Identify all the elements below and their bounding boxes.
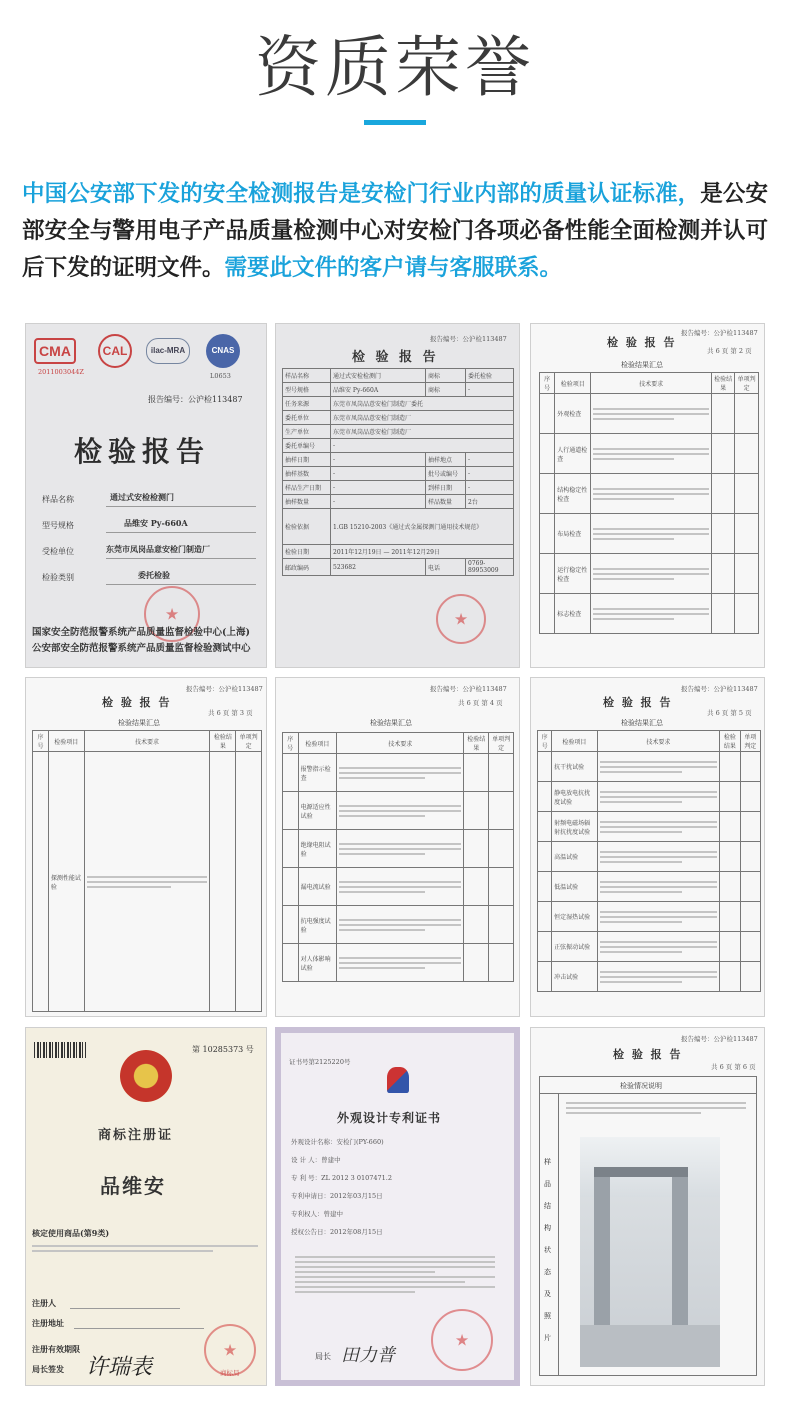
summary-page-4[interactable] <box>275 677 520 1017</box>
trademark-director-label: 局长签发 <box>32 1364 64 1374</box>
page1-row: 委托单编号 - <box>283 439 514 453</box>
trademark-cert-no: 第 10285373 号 <box>192 1045 254 1054</box>
trademark-heading: 商标注册证 <box>98 1128 174 1143</box>
summary-item: 对人体影响试验 <box>298 944 337 982</box>
summary-col-header: 检验项目 <box>298 733 337 754</box>
summary-header-row <box>283 733 514 754</box>
trademark-address-label: 注册地址 <box>32 1318 64 1328</box>
patent-field: 外观设计名称：安检门(PY-660) <box>291 1138 384 1146</box>
patent-field: 专利申请日：2012年03月15日 <box>291 1192 383 1200</box>
photo-frame <box>539 1076 757 1376</box>
patent-fields <box>291 1137 491 1245</box>
summary-col-header: 技术要求 <box>337 733 464 754</box>
trademark-registrant-label: 注册人 <box>32 1298 56 1308</box>
summary-col-header: 技术要求 <box>597 731 720 752</box>
summary-page-2[interactable] <box>530 323 765 668</box>
summary-row <box>538 752 761 782</box>
cma-logo: CMA <box>34 338 76 364</box>
cma-code: 2011003044Z <box>38 368 84 376</box>
summary-row <box>283 868 514 906</box>
summary-item: 人行通道检查 <box>555 434 591 474</box>
summary-item: 结构稳定性检查 <box>555 474 591 514</box>
cover-report-no: 报告编号：公沪检113487 <box>148 395 243 404</box>
summary-item: 电源适应性试验 <box>298 792 337 830</box>
summary-header-row <box>33 731 262 752</box>
photo-desc-lines <box>566 1099 746 1117</box>
photo-divider <box>540 1093 756 1094</box>
summary-item: 高温试验 <box>552 842 597 872</box>
summary-row <box>540 394 759 434</box>
summary-row <box>538 872 761 902</box>
page1-row: 委托单位 东莞市凤岗品意安检门制造厂 <box>283 411 514 425</box>
title-underline <box>364 120 426 125</box>
sp5-report-no: 报告编号：公沪检113487 <box>681 685 758 693</box>
summary-item: 探测性能试验 <box>48 752 84 1012</box>
cover-field-value-1: 通过式安检检测门 <box>110 492 174 502</box>
page1-report-no: 报告编号：公沪检113487 <box>430 335 507 343</box>
page1-heading: 检 验 报 告 <box>352 350 439 365</box>
side-label-char: 样 <box>544 1158 551 1166</box>
patent-field: 专利权人：曾建中 <box>291 1210 343 1218</box>
page1-row: 样品名称 通过式安检检测门 商标 委托检验 <box>283 369 514 383</box>
patent-field: 专 利 号：ZL 2012 3 0107471.2 <box>291 1174 392 1182</box>
summary-row <box>540 474 759 514</box>
summary-page-5[interactable] <box>530 677 765 1017</box>
photo-report-no: 报告编号：公沪检113487 <box>681 1035 758 1043</box>
sp4-page: 共 6 页 第 4 页 <box>458 699 503 707</box>
summary-item: 绝缘电阻试验 <box>298 830 337 868</box>
side-label-char: 结 <box>544 1202 551 1210</box>
summary-col-header: 检验结果 <box>711 373 735 394</box>
summary-row <box>33 752 262 1012</box>
cover-field-label-2: 型号规格 <box>42 521 74 530</box>
patent-body-lines <box>295 1253 495 1296</box>
cover-heading: 检验报告 <box>74 435 211 468</box>
trademark-class-label: 核定使用商品(第9类) <box>32 1228 110 1238</box>
summary-row <box>538 932 761 962</box>
side-label-char: 状 <box>544 1246 551 1254</box>
summary-col-header: 单项判定 <box>735 373 759 394</box>
summary-row <box>283 906 514 944</box>
photo-side-label <box>544 1157 554 1355</box>
cover-field-value-3: 东莞市凤岗品意安检门制造厂 <box>106 544 210 554</box>
cover-field-label-4: 检验类别 <box>42 573 74 582</box>
summary-item: 漏电流试验 <box>298 868 337 906</box>
summary-row <box>538 962 761 992</box>
sp2-report-no: 报告编号：公沪检113487 <box>681 329 758 337</box>
sp3-title: 检 验 报 告 <box>102 696 172 709</box>
photo-page-no: 共 6 页 第 6 页 <box>711 1063 756 1071</box>
summary-row <box>538 902 761 932</box>
summary-col-header: 单项判定 <box>236 731 262 752</box>
summary-col-header: 序号 <box>538 731 552 752</box>
side-label-char: 态 <box>544 1268 551 1276</box>
summary-item: 抗电强度试验 <box>298 906 337 944</box>
page1-row: 检验依据 1.GB 15210-2003《通过式金属探测门通用技术规范》 <box>283 509 514 545</box>
intro-highlight-2: 需要此文件的客户请与客服联系。 <box>224 255 563 281</box>
trademark-brand: 品维安 <box>100 1174 166 1198</box>
summary-row <box>283 792 514 830</box>
security-gate-photo <box>580 1137 720 1367</box>
patent-field: 授权公告日：2012年08月15日 <box>291 1228 383 1236</box>
side-label-char: 构 <box>544 1224 551 1232</box>
page1-table <box>282 368 514 576</box>
patent-field: 设 计 人：曾建中 <box>291 1156 341 1164</box>
summary-item: 报警指示检查 <box>298 754 337 792</box>
summary-col-header: 单项判定 <box>489 733 514 754</box>
summary-col-header: 序号 <box>283 733 299 754</box>
summary-col-header: 检验项目 <box>48 731 84 752</box>
cnas-logo: CNAS <box>206 334 240 368</box>
summary-item: 运行稳定性检查 <box>555 554 591 594</box>
summary-col-header: 技术要求 <box>591 373 711 394</box>
report-page-1[interactable] <box>275 323 520 668</box>
cal-logo: CAL <box>98 334 132 368</box>
summary-row <box>283 944 514 982</box>
summary-col-header: 序号 <box>33 731 49 752</box>
sp3-heading: 检验结果汇总 <box>118 719 160 727</box>
intro-paragraph <box>22 176 768 287</box>
page1-seal <box>436 594 486 644</box>
cover-org-1: 国家安全防范报警系统产品质量监督检验中心(上海) <box>32 627 250 638</box>
sp5-heading: 检验结果汇总 <box>621 719 663 727</box>
summary-row <box>540 594 759 634</box>
summary-col-header: 单项判定 <box>740 731 760 752</box>
summary-item: 外观检查 <box>555 394 591 434</box>
photo-subheading: 检验情况说明 <box>620 1082 662 1090</box>
summary-item: 恒定湿热试验 <box>552 902 597 932</box>
patent-cert-no: 证书号第2125220号 <box>289 1058 351 1066</box>
patent-seal <box>431 1309 493 1371</box>
trademark-class-lines <box>32 1242 258 1255</box>
summary-col-header: 检验项目 <box>555 373 591 394</box>
sp5-title: 检 验 报 告 <box>603 696 673 709</box>
cover-field-label-1: 样品名称 <box>42 495 74 504</box>
trademark-validity-label: 注册有效期限 <box>32 1344 80 1354</box>
summary-col-header: 技术要求 <box>84 731 210 752</box>
ilac-logo: ilac-MRA <box>146 338 190 364</box>
page1-row: 抽样基数 - 批号或编号 - <box>283 467 514 481</box>
sp3-page: 共 6 页 第 3 页 <box>208 709 253 717</box>
side-label-char: 品 <box>544 1180 551 1188</box>
summary-row <box>540 554 759 594</box>
summary-row <box>538 842 761 872</box>
patent-signature: 田力普 <box>341 1345 395 1366</box>
summary-row <box>538 812 761 842</box>
summary-col-header: 检验项目 <box>552 731 597 752</box>
photo-heading: 检 验 报 告 <box>613 1048 683 1061</box>
page1-row: 型号规格 品维安 Py-660A 商标 - <box>283 383 514 397</box>
page1-row: 抽样数量 - 样品数量 2台 <box>283 495 514 509</box>
cover-org-2: 公安部安全防范报警系统产品质量监督检验测试中心 <box>32 643 251 654</box>
summary-row <box>540 434 759 474</box>
summary-item: 低温试验 <box>552 872 597 902</box>
summary-item: 静电放电抗扰度试验 <box>552 782 597 812</box>
cnas-code: L0653 <box>210 372 231 380</box>
sp4-table <box>282 732 514 982</box>
sp4-heading: 检验结果汇总 <box>370 719 412 727</box>
photo-side-divider <box>558 1093 559 1375</box>
page1-row: 抽样日期 - 抽样地点 - <box>283 453 514 467</box>
trademark-signature: 许瑞表 <box>86 1355 153 1380</box>
cover-field-label-3: 受检单位 <box>42 547 74 556</box>
page1-row: 邮政编码 523682 电话 0769-89953009 <box>283 559 514 576</box>
sp4-report-no: 报告编号：公沪检113487 <box>430 685 507 693</box>
cover-field-value-4: 委托检验 <box>138 570 170 580</box>
summary-item: 正弦振动试验 <box>552 932 597 962</box>
trademark-seal-label: 商标局 <box>220 1369 240 1377</box>
summary-item: 抗干扰试验 <box>552 752 597 782</box>
national-emblem-icon <box>120 1050 172 1102</box>
summary-col-header: 检验结果 <box>210 731 236 752</box>
summary-row <box>540 514 759 554</box>
sp5-table <box>537 730 761 992</box>
patent-director-label: 局长 <box>315 1352 331 1361</box>
summary-header-row <box>538 731 761 752</box>
sp2-page: 共 6 页 第 2 页 <box>707 347 752 355</box>
side-label-char: 照 <box>544 1312 551 1320</box>
side-label-char: 片 <box>544 1334 551 1342</box>
intro-highlight-1: 中国公安部下发的安全检测报告是安检门行业内部的质量认证标准， <box>22 181 701 207</box>
page1-row: 样品生产日期 - 到样日期 - <box>283 481 514 495</box>
summary-item: 冲击试验 <box>552 962 597 992</box>
cover-field-value-2: 品维安 Py-660A <box>124 518 188 528</box>
summary-page-3[interactable] <box>25 677 267 1017</box>
trademark-certificate[interactable] <box>25 1027 267 1386</box>
page1-row: 检验日期 2011年12月19日 — 2011年12月29日 <box>283 545 514 559</box>
summary-col-header: 检验结果 <box>464 733 489 754</box>
report-cover[interactable] <box>25 323 267 668</box>
patent-certificate[interactable] <box>275 1027 520 1386</box>
sp3-report-no: 报告编号：公沪检113487 <box>186 685 263 693</box>
sp2-heading: 检验结果汇总 <box>621 361 663 369</box>
page-title: 资质荣誉 <box>255 29 535 106</box>
side-label-char: 及 <box>544 1290 551 1298</box>
sp2-title: 检 验 报 告 <box>607 336 677 349</box>
summary-item: 射频电磁场辐射抗扰度试验 <box>552 812 597 842</box>
sp3-table <box>32 730 262 1012</box>
sp2-table <box>539 372 759 634</box>
patent-heading: 外观设计专利证书 <box>337 1111 442 1125</box>
summary-row <box>538 782 761 812</box>
summary-row <box>283 754 514 792</box>
barcode <box>34 1042 86 1058</box>
patent-emblem-icon <box>387 1067 409 1093</box>
sp5-page: 共 6 页 第 5 页 <box>707 709 752 717</box>
page1-row: 生产单位 东莞市凤岗品意安检门制造厂 <box>283 425 514 439</box>
summary-col-header: 序号 <box>540 373 555 394</box>
intro-body: 是公安部安全与警用电子产品质量检测中心对安检门各项必备性能全面检测并认可后下发的证明文件。 <box>22 181 768 281</box>
report-photo-page[interactable] <box>530 1027 765 1386</box>
summary-header-row <box>540 373 759 394</box>
page1-row: 任务来源 东莞市凤岗品意安检门制造厂委托 <box>283 397 514 411</box>
summary-item: 布局检查 <box>555 514 591 554</box>
summary-col-header: 检验结果 <box>720 731 740 752</box>
summary-row <box>283 830 514 868</box>
summary-item: 标志检查 <box>555 594 591 634</box>
